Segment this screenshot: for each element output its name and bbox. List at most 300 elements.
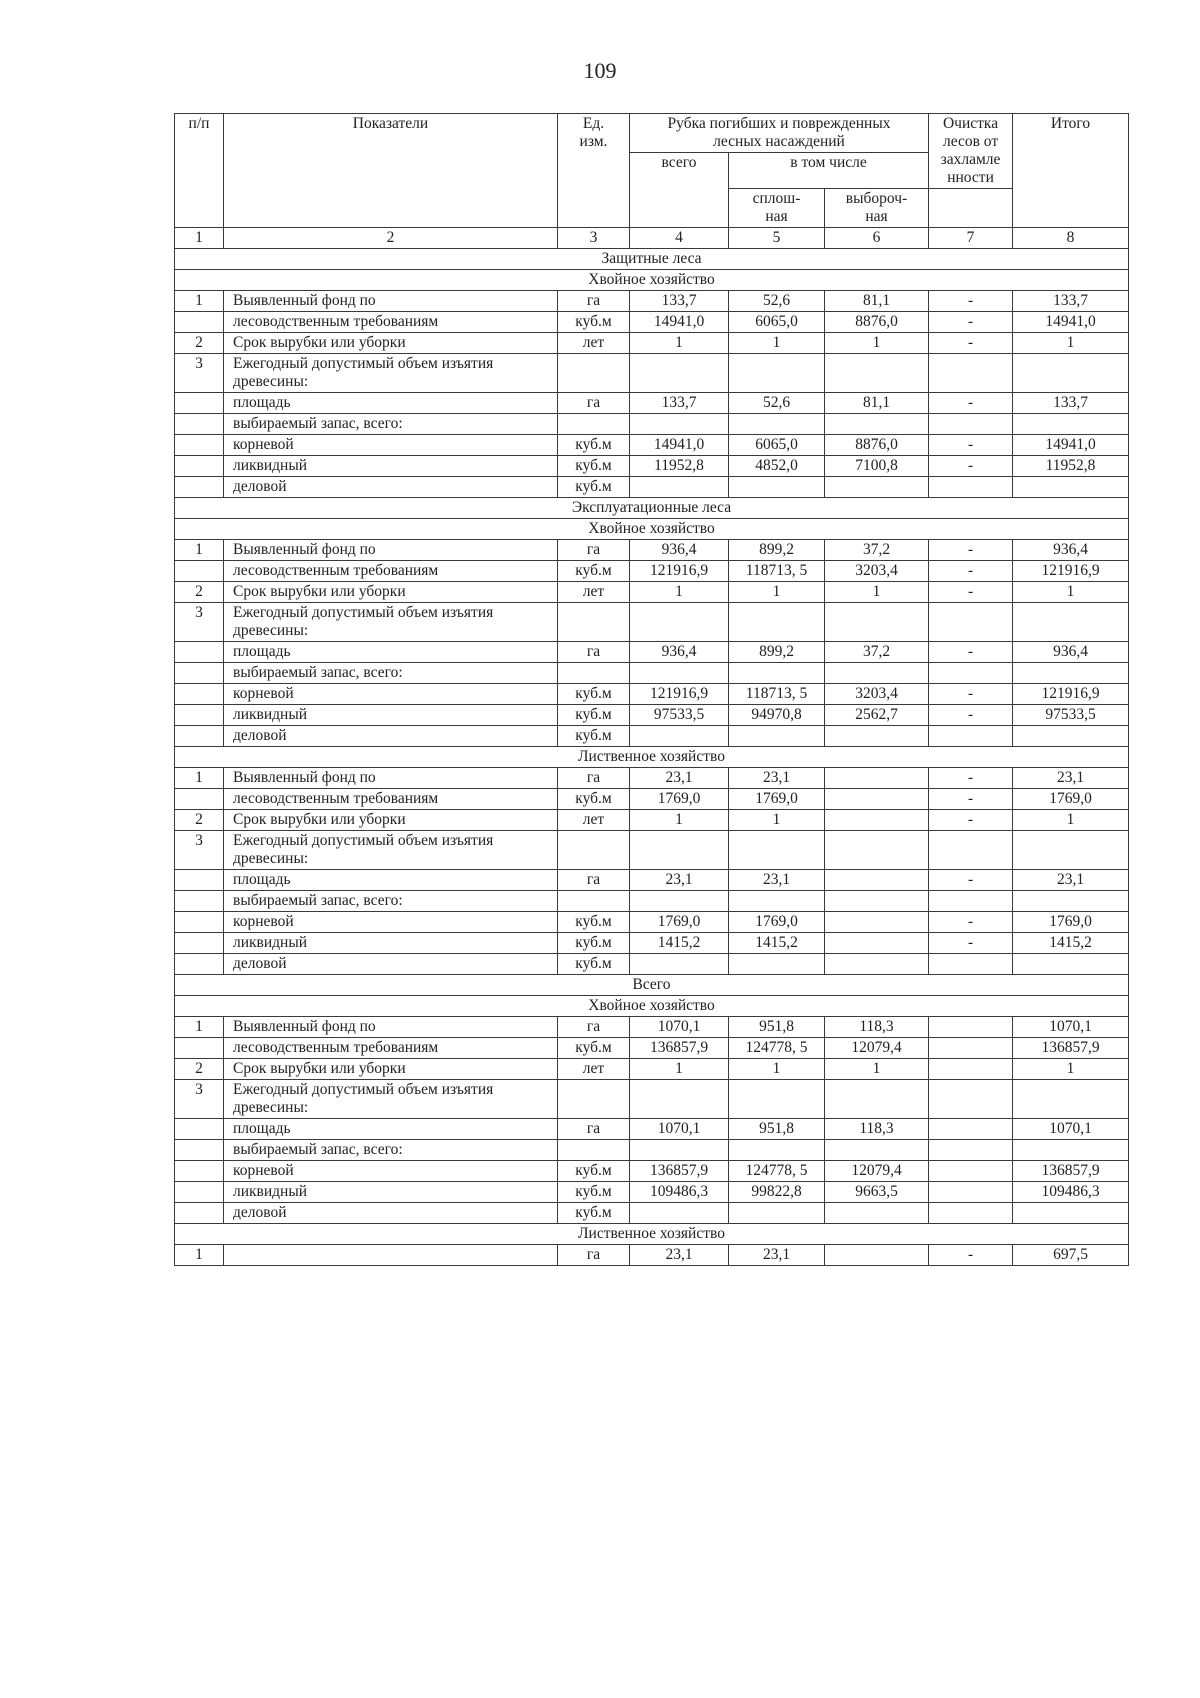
col-number: 3 <box>558 228 630 249</box>
row-number <box>175 705 224 726</box>
value-cleanup <box>929 663 1013 684</box>
value-cleanup <box>929 1017 1013 1038</box>
value-clear: 118713, 5 <box>729 561 825 582</box>
row-indicator: деловой <box>224 954 558 975</box>
row-unit: куб.м <box>558 477 630 498</box>
value-selective: 9663,5 <box>825 1182 929 1203</box>
value-clear: 52,6 <box>729 291 825 312</box>
table-row <box>175 810 1129 831</box>
value-itogo: 1 <box>1013 1059 1129 1080</box>
value-selective <box>825 933 929 954</box>
value-cleanup: - <box>929 810 1013 831</box>
value-selective: 81,1 <box>825 393 929 414</box>
value-itogo <box>1013 891 1129 912</box>
value-itogo <box>1013 477 1129 498</box>
table-row <box>175 912 1129 933</box>
value-itogo <box>1013 414 1129 435</box>
row-number: 2 <box>175 1059 224 1080</box>
row-number <box>175 789 224 810</box>
row-unit <box>558 891 630 912</box>
section-title-row <box>175 975 1129 996</box>
row-number: 1 <box>175 291 224 312</box>
value-cleanup <box>929 954 1013 975</box>
value-selective <box>825 768 929 789</box>
row-number: 3 <box>175 1080 224 1119</box>
table-row <box>175 933 1129 954</box>
value-clear <box>729 663 825 684</box>
row-unit: куб.м <box>558 561 630 582</box>
value-selective: 8876,0 <box>825 435 929 456</box>
value-selective <box>825 354 929 393</box>
group-title-row <box>175 996 1129 1017</box>
table-row <box>175 789 1129 810</box>
row-indicator: Ежегодный допустимый объем изъятия древесины: <box>224 354 558 393</box>
value-selective: 81,1 <box>825 291 929 312</box>
value-selective: 3203,4 <box>825 561 929 582</box>
value-clear: 899,2 <box>729 540 825 561</box>
value-selective <box>825 726 929 747</box>
value-total: 1 <box>630 582 729 603</box>
value-itogo <box>1013 603 1129 642</box>
value-total: 14941,0 <box>630 435 729 456</box>
value-cleanup <box>929 1140 1013 1161</box>
value-cleanup <box>929 891 1013 912</box>
value-itogo: 936,4 <box>1013 642 1129 663</box>
group-title: Лиственное хозяйство <box>175 1224 1129 1245</box>
row-unit: куб.м <box>558 1161 630 1182</box>
value-clear: 6065,0 <box>729 435 825 456</box>
header-unit: Ед. изм. <box>558 114 630 228</box>
header-indicators: Показатели <box>224 114 558 228</box>
table-row <box>175 1119 1129 1140</box>
value-clear <box>729 954 825 975</box>
value-total <box>630 891 729 912</box>
table-row <box>175 435 1129 456</box>
value-selective: 1 <box>825 333 929 354</box>
row-unit: куб.м <box>558 933 630 954</box>
row-indicator: Срок вырубки или уборки <box>224 333 558 354</box>
row-unit: га <box>558 540 630 561</box>
table-row <box>175 663 1129 684</box>
group-title: Хвойное хозяйство <box>175 519 1129 540</box>
value-itogo: 1769,0 <box>1013 912 1129 933</box>
value-cleanup: - <box>929 789 1013 810</box>
value-itogo: 97533,5 <box>1013 705 1129 726</box>
header-including: в том числе <box>729 153 929 189</box>
col-number: 8 <box>1013 228 1129 249</box>
value-total: 1415,2 <box>630 933 729 954</box>
col-number: 1 <box>175 228 224 249</box>
row-number <box>175 1182 224 1203</box>
value-clear <box>729 354 825 393</box>
value-selective: 12079,4 <box>825 1038 929 1059</box>
row-unit: га <box>558 393 630 414</box>
row-number: 1 <box>175 1245 224 1266</box>
row-indicator: деловой <box>224 1203 558 1224</box>
value-itogo: 1070,1 <box>1013 1119 1129 1140</box>
value-clear: 951,8 <box>729 1119 825 1140</box>
value-total <box>630 831 729 870</box>
row-number: 1 <box>175 540 224 561</box>
value-itogo: 133,7 <box>1013 291 1129 312</box>
header-felling: Рубка погибших и поврежденных лесных насаждений <box>630 114 929 153</box>
value-cleanup <box>929 831 1013 870</box>
value-selective: 12079,4 <box>825 1161 929 1182</box>
row-unit: куб.м <box>558 912 630 933</box>
value-itogo: 11952,8 <box>1013 456 1129 477</box>
value-total <box>630 477 729 498</box>
value-itogo: 109486,3 <box>1013 1182 1129 1203</box>
value-total: 109486,3 <box>630 1182 729 1203</box>
value-clear: 1 <box>729 810 825 831</box>
value-cleanup: - <box>929 393 1013 414</box>
row-number <box>175 912 224 933</box>
value-cleanup <box>929 1119 1013 1140</box>
value-selective <box>825 810 929 831</box>
table-row <box>175 1161 1129 1182</box>
value-clear: 118713, 5 <box>729 684 825 705</box>
row-unit: куб.м <box>558 456 630 477</box>
row-unit <box>558 354 630 393</box>
row-number <box>175 414 224 435</box>
value-clear <box>729 603 825 642</box>
row-number: 2 <box>175 810 224 831</box>
row-indicator: выбираемый запас, всего: <box>224 1140 558 1161</box>
col-number: 6 <box>825 228 929 249</box>
row-indicator: корневой <box>224 912 558 933</box>
row-number: 3 <box>175 603 224 642</box>
value-cleanup <box>929 354 1013 393</box>
row-indicator: Ежегодный допустимый объем изъятия древесины: <box>224 831 558 870</box>
group-title: Хвойное хозяйство <box>175 270 1129 291</box>
row-indicator: Ежегодный допустимый объем изъятия древесины: <box>224 603 558 642</box>
value-itogo: 136857,9 <box>1013 1038 1129 1059</box>
value-total: 121916,9 <box>630 684 729 705</box>
row-indicator: площадь <box>224 393 558 414</box>
row-unit <box>558 663 630 684</box>
value-selective: 3203,4 <box>825 684 929 705</box>
value-cleanup: - <box>929 582 1013 603</box>
row-indicator: ликвидный <box>224 705 558 726</box>
value-total <box>630 414 729 435</box>
value-itogo: 1415,2 <box>1013 933 1129 954</box>
table-row <box>175 642 1129 663</box>
row-unit: куб.м <box>558 954 630 975</box>
value-itogo: 121916,9 <box>1013 561 1129 582</box>
value-cleanup: - <box>929 540 1013 561</box>
value-selective <box>825 663 929 684</box>
value-selective <box>825 1080 929 1119</box>
value-cleanup: - <box>929 912 1013 933</box>
value-selective: 1 <box>825 582 929 603</box>
group-title: Хвойное хозяйство <box>175 996 1129 1017</box>
value-selective <box>825 1140 929 1161</box>
value-selective <box>825 954 929 975</box>
table-row <box>175 1140 1129 1161</box>
header-itogo: Итого <box>1013 114 1129 228</box>
value-selective <box>825 1203 929 1224</box>
table-row <box>175 1080 1129 1119</box>
value-cleanup <box>929 1038 1013 1059</box>
row-unit <box>558 831 630 870</box>
table-row <box>175 705 1129 726</box>
section-title-row <box>175 249 1129 270</box>
row-unit: куб.м <box>558 1182 630 1203</box>
row-indicator: деловой <box>224 726 558 747</box>
value-selective <box>825 831 929 870</box>
value-selective: 37,2 <box>825 642 929 663</box>
row-indicator: лесоводственным требованиям <box>224 312 558 333</box>
row-indicator: корневой <box>224 435 558 456</box>
value-clear <box>729 1140 825 1161</box>
value-itogo: 23,1 <box>1013 870 1129 891</box>
value-total <box>630 1080 729 1119</box>
value-selective: 8876,0 <box>825 312 929 333</box>
row-number <box>175 1203 224 1224</box>
table-row <box>175 768 1129 789</box>
value-clear: 6065,0 <box>729 312 825 333</box>
table-row <box>175 312 1129 333</box>
row-number: 1 <box>175 768 224 789</box>
table-row <box>175 291 1129 312</box>
value-clear: 899,2 <box>729 642 825 663</box>
row-number <box>175 1140 224 1161</box>
value-selective <box>825 1245 929 1266</box>
col-number: 4 <box>630 228 729 249</box>
group-title: Лиственное хозяйство <box>175 747 1129 768</box>
value-total: 121916,9 <box>630 561 729 582</box>
value-total <box>630 954 729 975</box>
row-unit: куб.м <box>558 789 630 810</box>
value-total <box>630 663 729 684</box>
row-indicator: площадь <box>224 1119 558 1140</box>
value-cleanup: - <box>929 1245 1013 1266</box>
value-itogo: 1 <box>1013 333 1129 354</box>
row-indicator: площадь <box>224 870 558 891</box>
table-row <box>175 954 1129 975</box>
row-indicator: корневой <box>224 684 558 705</box>
value-total <box>630 726 729 747</box>
value-cleanup: - <box>929 684 1013 705</box>
value-clear: 1415,2 <box>729 933 825 954</box>
row-indicator: Выявленный фонд по <box>224 540 558 561</box>
section-title: Эксплуатационные леса <box>175 498 1129 519</box>
value-clear: 94970,8 <box>729 705 825 726</box>
value-cleanup: - <box>929 705 1013 726</box>
value-itogo: 14941,0 <box>1013 435 1129 456</box>
value-selective <box>825 414 929 435</box>
value-itogo <box>1013 954 1129 975</box>
value-itogo <box>1013 1140 1129 1161</box>
value-total: 1 <box>630 810 729 831</box>
row-unit: лет <box>558 333 630 354</box>
row-unit <box>558 1080 630 1119</box>
row-unit <box>558 414 630 435</box>
row-indicator: Срок вырубки или уборки <box>224 582 558 603</box>
row-unit: га <box>558 642 630 663</box>
row-indicator: ликвидный <box>224 1182 558 1203</box>
value-clear <box>729 414 825 435</box>
value-itogo: 697,5 <box>1013 1245 1129 1266</box>
value-itogo <box>1013 1080 1129 1119</box>
value-total <box>630 603 729 642</box>
value-clear: 23,1 <box>729 870 825 891</box>
group-title-row <box>175 747 1129 768</box>
value-cleanup <box>929 1059 1013 1080</box>
table-row <box>175 393 1129 414</box>
table-row <box>175 870 1129 891</box>
value-cleanup: - <box>929 933 1013 954</box>
header-cleanup-blank <box>929 189 1013 228</box>
table-row <box>175 1203 1129 1224</box>
value-itogo: 133,7 <box>1013 393 1129 414</box>
row-number <box>175 1161 224 1182</box>
row-unit: лет <box>558 582 630 603</box>
table-row <box>175 456 1129 477</box>
value-cleanup: - <box>929 291 1013 312</box>
value-clear <box>729 1080 825 1119</box>
row-indicator: ликвидный <box>224 456 558 477</box>
value-itogo: 23,1 <box>1013 768 1129 789</box>
row-number <box>175 393 224 414</box>
row-indicator: корневой <box>224 1161 558 1182</box>
table-row <box>175 333 1129 354</box>
value-total <box>630 1203 729 1224</box>
value-clear: 23,1 <box>729 768 825 789</box>
value-cleanup: - <box>929 312 1013 333</box>
value-cleanup: - <box>929 435 1013 456</box>
row-number: 3 <box>175 354 224 393</box>
row-number <box>175 312 224 333</box>
row-number <box>175 561 224 582</box>
value-clear: 52,6 <box>729 393 825 414</box>
value-total: 133,7 <box>630 291 729 312</box>
value-selective: 1 <box>825 1059 929 1080</box>
value-selective <box>825 891 929 912</box>
value-itogo: 1 <box>1013 582 1129 603</box>
value-clear: 124778, 5 <box>729 1038 825 1059</box>
row-indicator: Выявленный фонд по <box>224 291 558 312</box>
value-clear <box>729 831 825 870</box>
row-indicator <box>224 1245 558 1266</box>
value-total: 23,1 <box>630 870 729 891</box>
value-clear: 1 <box>729 333 825 354</box>
row-unit: куб.м <box>558 1038 630 1059</box>
row-number <box>175 1119 224 1140</box>
value-cleanup: - <box>929 870 1013 891</box>
value-selective: 7100,8 <box>825 456 929 477</box>
value-total: 1 <box>630 333 729 354</box>
header-pp: п/п <box>175 114 224 228</box>
table-row <box>175 684 1129 705</box>
row-number <box>175 456 224 477</box>
row-indicator: Ежегодный допустимый объем изъятия древесины: <box>224 1080 558 1119</box>
table-row <box>175 1182 1129 1203</box>
value-cleanup <box>929 1161 1013 1182</box>
header-cleanup: Очистка лесов от захламле нности <box>929 114 1013 189</box>
value-selective <box>825 603 929 642</box>
row-number <box>175 870 224 891</box>
value-cleanup <box>929 1203 1013 1224</box>
group-title-row <box>175 270 1129 291</box>
value-selective: 118,3 <box>825 1119 929 1140</box>
value-itogo: 14941,0 <box>1013 312 1129 333</box>
value-selective <box>825 870 929 891</box>
value-total: 11952,8 <box>630 456 729 477</box>
row-indicator: Выявленный фонд по <box>224 768 558 789</box>
value-cleanup: - <box>929 768 1013 789</box>
row-unit: га <box>558 1245 630 1266</box>
value-itogo <box>1013 831 1129 870</box>
row-indicator: ликвидный <box>224 933 558 954</box>
row-indicator: Срок вырубки или уборки <box>224 810 558 831</box>
row-unit: куб.м <box>558 1203 630 1224</box>
row-indicator: деловой <box>224 477 558 498</box>
row-unit <box>558 1140 630 1161</box>
header-selective: выбороч-ная <box>825 189 929 228</box>
value-total: 136857,9 <box>630 1038 729 1059</box>
row-unit <box>558 603 630 642</box>
table-row <box>175 354 1129 393</box>
row-unit: лет <box>558 1059 630 1080</box>
value-itogo <box>1013 726 1129 747</box>
value-cleanup <box>929 477 1013 498</box>
row-unit: га <box>558 768 630 789</box>
table-row <box>175 1245 1129 1266</box>
section-title-row <box>175 498 1129 519</box>
table-row <box>175 1017 1129 1038</box>
value-selective: 2562,7 <box>825 705 929 726</box>
value-total: 97533,5 <box>630 705 729 726</box>
row-indicator: выбираемый запас, всего: <box>224 663 558 684</box>
row-unit: га <box>558 1017 630 1038</box>
value-total: 1769,0 <box>630 912 729 933</box>
col-number: 2 <box>224 228 558 249</box>
value-cleanup <box>929 726 1013 747</box>
value-selective <box>825 789 929 810</box>
value-total: 1769,0 <box>630 789 729 810</box>
value-selective: 37,2 <box>825 540 929 561</box>
value-itogo <box>1013 354 1129 393</box>
value-selective <box>825 912 929 933</box>
value-clear <box>729 1203 825 1224</box>
table-row <box>175 726 1129 747</box>
row-unit: га <box>558 870 630 891</box>
row-number <box>175 663 224 684</box>
row-unit: куб.м <box>558 705 630 726</box>
value-clear: 99822,8 <box>729 1182 825 1203</box>
col-number: 7 <box>929 228 1013 249</box>
row-indicator: выбираемый запас, всего: <box>224 414 558 435</box>
row-number <box>175 891 224 912</box>
value-clear: 951,8 <box>729 1017 825 1038</box>
value-clear: 124778, 5 <box>729 1161 825 1182</box>
row-unit: га <box>558 1119 630 1140</box>
row-unit: куб.м <box>558 684 630 705</box>
group-title-row <box>175 519 1129 540</box>
group-title-row <box>175 1224 1129 1245</box>
value-total: 136857,9 <box>630 1161 729 1182</box>
row-number <box>175 477 224 498</box>
value-itogo: 1769,0 <box>1013 789 1129 810</box>
header-row-1 <box>175 114 1129 153</box>
table-row <box>175 831 1129 870</box>
value-itogo: 121916,9 <box>1013 684 1129 705</box>
table-row <box>175 1059 1129 1080</box>
value-total: 936,4 <box>630 540 729 561</box>
forest-felling-table <box>174 113 1129 1266</box>
value-clear: 1769,0 <box>729 789 825 810</box>
